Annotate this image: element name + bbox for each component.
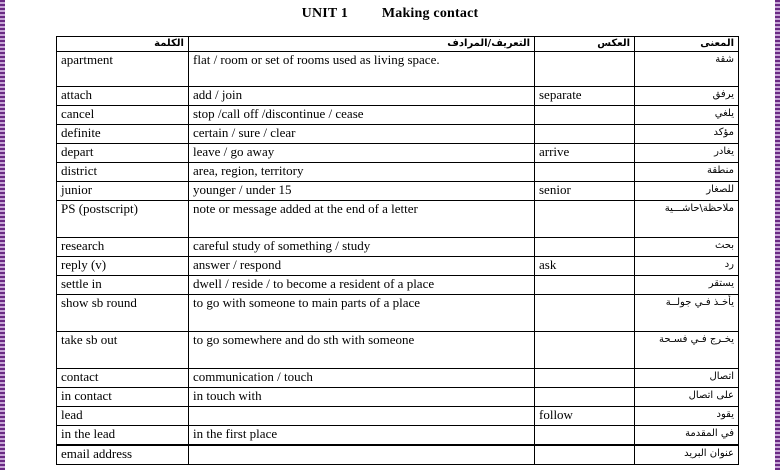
opposite-cell: separate — [535, 87, 635, 106]
meaning-cell: منطقة — [635, 163, 739, 182]
decorative-border-right — [775, 0, 780, 470]
meaning-cell: شقة — [635, 52, 739, 87]
meaning-cell: يأخـذ فـي جولــة — [635, 295, 739, 332]
word-cell: research — [57, 238, 189, 257]
definition-cell: add / join — [189, 87, 535, 106]
definition-cell: in the first place — [189, 426, 535, 446]
word-cell: email address — [57, 445, 189, 465]
definition-cell: in touch with — [189, 388, 535, 407]
table-row — [57, 201, 739, 238]
word-cell: lead — [57, 407, 189, 426]
definition-cell: to go somewhere and do sth with someone — [189, 332, 535, 369]
meaning-cell: عنوان البريد — [635, 445, 739, 465]
table-row — [57, 182, 739, 201]
table-row — [57, 257, 739, 276]
table-row — [57, 426, 739, 446]
table-row — [57, 445, 739, 465]
definition-cell: certain / sure / clear — [189, 125, 535, 144]
word-cell: apartment — [57, 52, 189, 87]
header-definition: التعريف/المرادف — [189, 37, 535, 52]
table-row — [57, 388, 739, 407]
word-cell: junior — [57, 182, 189, 201]
definition-cell: younger / under 15 — [189, 182, 535, 201]
meaning-cell: بحث — [635, 238, 739, 257]
meaning-cell: يستقر — [635, 276, 739, 295]
opposite-cell: senior — [535, 182, 635, 201]
opposite-cell — [535, 201, 635, 238]
opposite-cell — [535, 125, 635, 144]
header-opposite: العكس — [535, 37, 635, 52]
definition-cell — [189, 445, 535, 465]
word-cell: cancel — [57, 106, 189, 125]
meaning-cell: اتصال — [635, 369, 739, 388]
word-cell: depart — [57, 144, 189, 163]
meaning-cell: على اتصال — [635, 388, 739, 407]
table-row — [57, 125, 739, 144]
opposite-cell — [535, 426, 635, 446]
opposite-cell — [535, 276, 635, 295]
table-row — [57, 238, 739, 257]
meaning-cell: يقود — [635, 407, 739, 426]
word-cell: contact — [57, 369, 189, 388]
word-cell: show sb round — [57, 295, 189, 332]
unit-label: UNIT 1 — [301, 6, 349, 21]
table-body — [57, 52, 739, 465]
word-cell: attach — [57, 87, 189, 106]
definition-cell: note or message added at the end of a letter — [189, 201, 535, 238]
meaning-cell: رد — [635, 257, 739, 276]
table-row — [57, 144, 739, 163]
unit-title: Making contact — [381, 6, 479, 21]
table-row — [57, 407, 739, 426]
definition-cell — [189, 407, 535, 426]
meaning-cell: يغادر — [635, 144, 739, 163]
table-row — [57, 106, 739, 125]
table-row — [57, 369, 739, 388]
table-row — [57, 276, 739, 295]
word-cell: reply (v) — [57, 257, 189, 276]
table-row — [57, 332, 739, 369]
header-word: الكلمة — [57, 37, 189, 52]
page-title — [0, 6, 780, 22]
word-cell: settle in — [57, 276, 189, 295]
definition-cell: to go with someone to main parts of a place — [189, 295, 535, 332]
table-header-row — [57, 37, 739, 52]
opposite-cell: follow — [535, 407, 635, 426]
word-cell: in contact — [57, 388, 189, 407]
word-cell: take sb out — [57, 332, 189, 369]
meaning-cell: مؤكد — [635, 125, 739, 144]
table-row — [57, 52, 739, 87]
definition-cell: flat / room or set of rooms used as living space. — [189, 52, 535, 87]
word-cell: district — [57, 163, 189, 182]
opposite-cell — [535, 52, 635, 87]
header-meaning: المعنى — [635, 37, 739, 52]
table-row — [57, 87, 739, 106]
meaning-cell: يلغي — [635, 106, 739, 125]
opposite-cell — [535, 369, 635, 388]
opposite-cell: ask — [535, 257, 635, 276]
meaning-cell: يرفق — [635, 87, 739, 106]
definition-cell: answer / respond — [189, 257, 535, 276]
meaning-cell: ملاحظة\حاشـــية — [635, 201, 739, 238]
word-cell: in the lead — [57, 426, 189, 446]
table-row — [57, 295, 739, 332]
opposite-cell — [535, 445, 635, 465]
opposite-cell: arrive — [535, 144, 635, 163]
decorative-border-left — [0, 0, 5, 470]
opposite-cell — [535, 332, 635, 369]
opposite-cell — [535, 163, 635, 182]
opposite-cell — [535, 238, 635, 257]
definition-cell: stop /call off /discontinue / cease — [189, 106, 535, 125]
definition-cell: dwell / reside / to become a resident of a place — [189, 276, 535, 295]
word-cell: PS (postscript) — [57, 201, 189, 238]
meaning-cell: في المقدمة — [635, 426, 739, 446]
opposite-cell — [535, 106, 635, 125]
definition-cell: area, region, territory — [189, 163, 535, 182]
definition-cell: leave / go away — [189, 144, 535, 163]
word-cell: definite — [57, 125, 189, 144]
opposite-cell — [535, 388, 635, 407]
vocabulary-table — [56, 36, 739, 465]
opposite-cell — [535, 295, 635, 332]
definition-cell: communication / touch — [189, 369, 535, 388]
meaning-cell: يخـرج فـي فسـحة — [635, 332, 739, 369]
table-row — [57, 163, 739, 182]
meaning-cell: للصغار — [635, 182, 739, 201]
definition-cell: careful study of something / study — [189, 238, 535, 257]
